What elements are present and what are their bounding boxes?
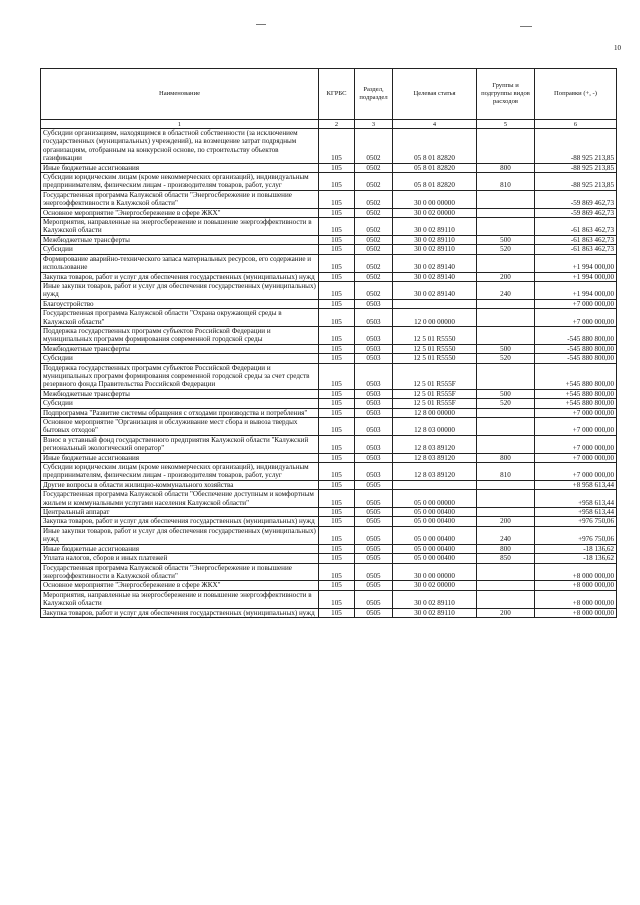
- row-razdel: 0503: [355, 389, 393, 398]
- row-name: Субсидии: [41, 245, 319, 254]
- row-kgrbs: 105: [319, 190, 355, 208]
- row-kgrbs: 105: [319, 517, 355, 526]
- row-amendment: +7 000 000,00: [535, 435, 617, 453]
- row-razdel: 0505: [355, 544, 393, 553]
- row-amendment: -18 136,62: [535, 554, 617, 563]
- table-header-row: [41, 69, 617, 120]
- row-expense-group: [477, 326, 535, 344]
- row-target-article: 12 8 00 00000: [393, 408, 477, 417]
- row-expense-group: 500: [477, 389, 535, 398]
- row-target-article: 30 0 02 89110: [393, 245, 477, 254]
- row-target-article: 30 0 02 89140: [393, 281, 477, 299]
- row-kgrbs: 105: [319, 463, 355, 481]
- table-row: [41, 590, 617, 608]
- row-target-article: 30 0 02 00000: [393, 208, 477, 217]
- budget-amendments-table: [40, 68, 617, 618]
- row-name: Поддержка государственных программ субъектов Российской Федерации и муниципальных программ формирования современной городской среды: [41, 326, 319, 344]
- table-row: [41, 480, 617, 489]
- row-expense-group: 800: [477, 453, 535, 462]
- row-name: Благоустройство: [41, 299, 319, 308]
- row-expense-group: 520: [477, 245, 535, 254]
- row-kgrbs: 105: [319, 399, 355, 408]
- row-kgrbs: 105: [319, 309, 355, 327]
- row-target-article: 30 0 02 00000: [393, 581, 477, 590]
- row-razdel: 0503: [355, 435, 393, 453]
- row-razdel: 0503: [355, 363, 393, 389]
- row-expense-group: [477, 208, 535, 217]
- row-kgrbs: 105: [319, 508, 355, 517]
- row-kgrbs: 105: [319, 299, 355, 308]
- row-target-article: 05 8 01 82820: [393, 163, 477, 172]
- row-expense-group: 200: [477, 608, 535, 617]
- row-razdel: 0502: [355, 218, 393, 236]
- row-target-article: 12 5 01 R5550: [393, 326, 477, 344]
- table-row: [41, 517, 617, 526]
- row-amendment: +1 994 000,00: [535, 254, 617, 272]
- row-kgrbs: 105: [319, 590, 355, 608]
- table-body: [41, 129, 617, 618]
- row-name: Межбюджетные трансферты: [41, 389, 319, 398]
- table-row: [41, 399, 617, 408]
- row-name: Субсидии юридическим лицам (кроме некоммерческих организаций), индивидуальным предпринимателям, физическим лицам - производителям товаров, работ, услуг: [41, 173, 319, 191]
- table-row: [41, 435, 617, 453]
- row-razdel: 0502: [355, 272, 393, 281]
- row-expense-group: [477, 190, 535, 208]
- row-kgrbs: 105: [319, 218, 355, 236]
- row-expense-group: [477, 218, 535, 236]
- row-amendment: -61 863 462,73: [535, 235, 617, 244]
- row-expense-group: [477, 581, 535, 590]
- row-kgrbs: 105: [319, 281, 355, 299]
- row-razdel: 0503: [355, 463, 393, 481]
- table-row: [41, 608, 617, 617]
- index-cell: 5: [477, 120, 535, 129]
- row-expense-group: 240: [477, 526, 535, 544]
- row-expense-group: 520: [477, 354, 535, 363]
- row-razdel: 0503: [355, 326, 393, 344]
- row-kgrbs: 105: [319, 408, 355, 417]
- table-row: [41, 389, 617, 398]
- row-amendment: -88 925 213,85: [535, 129, 617, 164]
- row-amendment: +976 750,06: [535, 526, 617, 544]
- row-name: Центральный аппарат: [41, 508, 319, 517]
- table-row: [41, 544, 617, 553]
- table-row: [41, 581, 617, 590]
- table-row: [41, 508, 617, 517]
- row-target-article: 05 0 00 00400: [393, 508, 477, 517]
- row-razdel: 0502: [355, 235, 393, 244]
- table-row: [41, 354, 617, 363]
- row-name: Иные закупки товаров, работ и услуг для обеспечения государственных (муниципальных) нужд: [41, 281, 319, 299]
- table-row: [41, 235, 617, 244]
- row-amendment: +545 880 800,00: [535, 389, 617, 398]
- header-name: Наименование: [41, 69, 319, 120]
- row-razdel: 0503: [355, 399, 393, 408]
- table-row: [41, 190, 617, 208]
- row-kgrbs: 105: [319, 354, 355, 363]
- row-kgrbs: 105: [319, 608, 355, 617]
- row-razdel: 0502: [355, 129, 393, 164]
- row-kgrbs: 105: [319, 363, 355, 389]
- row-razdel: 0505: [355, 490, 393, 508]
- row-razdel: 0503: [355, 408, 393, 417]
- row-amendment: +8 000 000,00: [535, 581, 617, 590]
- row-kgrbs: 105: [319, 435, 355, 453]
- row-name: Основное мероприятие "Энергосбережение в сфере ЖКХ": [41, 208, 319, 217]
- row-razdel: 0505: [355, 480, 393, 489]
- row-expense-group: [477, 563, 535, 581]
- row-name: Мероприятия, направленные на энергосбережение и повышение энергоэффективности в Калужской области: [41, 590, 319, 608]
- row-amendment: +545 880 800,00: [535, 399, 617, 408]
- row-target-article: 12 5 01 R555F: [393, 399, 477, 408]
- row-target-article: 05 0 00 00000: [393, 490, 477, 508]
- row-name: Закупка товаров, работ и услуг для обеспечения государственных (муниципальных) нужд: [41, 608, 319, 617]
- row-target-article: 05 8 01 82820: [393, 129, 477, 164]
- header-kgrbs: КГРБС: [319, 69, 355, 120]
- table-row: [41, 173, 617, 191]
- row-amendment: -88 925 213,85: [535, 173, 617, 191]
- row-expense-group: 800: [477, 163, 535, 172]
- row-kgrbs: 105: [319, 480, 355, 489]
- row-name: Государственная программа Калужской области "Обеспечение доступным и комфортным жильем и коммунальными услугами населения Калужской области": [41, 490, 319, 508]
- row-amendment: +7 000 000,00: [535, 418, 617, 436]
- row-amendment: -545 880 800,00: [535, 344, 617, 353]
- row-kgrbs: 105: [319, 208, 355, 217]
- header-expense-groups: Группы и подгруппы видов расходов: [477, 69, 535, 120]
- row-expense-group: [477, 435, 535, 453]
- table-row: [41, 363, 617, 389]
- row-amendment: +8 000 000,00: [535, 590, 617, 608]
- row-amendment: +958 613,44: [535, 508, 617, 517]
- row-razdel: 0505: [355, 526, 393, 544]
- row-razdel: 0502: [355, 254, 393, 272]
- row-expense-group: 240: [477, 281, 535, 299]
- row-expense-group: [477, 309, 535, 327]
- row-razdel: 0505: [355, 554, 393, 563]
- row-razdel: 0502: [355, 208, 393, 217]
- row-expense-group: [477, 418, 535, 436]
- row-amendment: +958 613,44: [535, 490, 617, 508]
- row-name: Иные закупки товаров, работ и услуг для обеспечения государственных (муниципальных) нужд: [41, 526, 319, 544]
- row-target-article: 30 0 02 89110: [393, 218, 477, 236]
- header-razdel: Раздел, подраздел: [355, 69, 393, 120]
- row-kgrbs: 105: [319, 245, 355, 254]
- row-amendment: +7 000 000,00: [535, 408, 617, 417]
- row-target-article: 05 0 00 00400: [393, 526, 477, 544]
- row-kgrbs: 105: [319, 254, 355, 272]
- row-razdel: 0505: [355, 517, 393, 526]
- row-target-article: 12 8 03 89120: [393, 435, 477, 453]
- row-kgrbs: 105: [319, 544, 355, 553]
- row-target-article: 30 0 02 89140: [393, 272, 477, 281]
- row-kgrbs: 105: [319, 563, 355, 581]
- row-target-article: 12 8 03 89120: [393, 463, 477, 481]
- row-target-article: 05 0 00 00400: [393, 544, 477, 553]
- row-razdel: 0503: [355, 453, 393, 462]
- row-kgrbs: 105: [319, 418, 355, 436]
- table-row: [41, 254, 617, 272]
- row-kgrbs: 105: [319, 173, 355, 191]
- row-amendment: -59 869 462,73: [535, 208, 617, 217]
- row-target-article: 05 0 00 00400: [393, 554, 477, 563]
- row-amendment: +976 750,06: [535, 517, 617, 526]
- row-target-article: 05 8 01 82820: [393, 173, 477, 191]
- row-razdel: 0503: [355, 354, 393, 363]
- row-target-article: 12 5 01 R555F: [393, 363, 477, 389]
- row-expense-group: [477, 299, 535, 308]
- row-amendment: -545 880 800,00: [535, 354, 617, 363]
- row-target-article: 30 0 02 89110: [393, 235, 477, 244]
- row-name: Закупка товаров, работ и услуг для обеспечения государственных (муниципальных) нужд: [41, 517, 319, 526]
- row-amendment: +7 000 000,00: [535, 453, 617, 462]
- row-kgrbs: 105: [319, 272, 355, 281]
- row-name: Субсидии организациям, находящимся в областной собственности (за исключением государственных (муниципальных) учреждений), на возмещение затрат подрядным организациям, отобранным на конкурсной основе, по строительству объектов газификации: [41, 129, 319, 164]
- row-amendment: +1 994 000,00: [535, 281, 617, 299]
- row-kgrbs: 105: [319, 235, 355, 244]
- header-amendments: Поправки (+, -): [535, 69, 617, 120]
- row-razdel: 0503: [355, 418, 393, 436]
- row-name: Взнос в уставный фонд государственного предприятия Калужской области "Калужский региональный экологический оператор": [41, 435, 319, 453]
- table-row: [41, 208, 617, 217]
- table-row: [41, 418, 617, 436]
- row-expense-group: [477, 480, 535, 489]
- row-razdel: 0505: [355, 608, 393, 617]
- row-amendment: +8 000 000,00: [535, 608, 617, 617]
- row-expense-group: 520: [477, 399, 535, 408]
- row-name: Субсидии: [41, 354, 319, 363]
- row-name: Иные бюджетные ассигнования: [41, 544, 319, 553]
- row-razdel: 0503: [355, 309, 393, 327]
- table-row: [41, 463, 617, 481]
- table-row: [41, 344, 617, 353]
- row-amendment: +545 880 800,00: [535, 363, 617, 389]
- row-expense-group: 500: [477, 235, 535, 244]
- row-name: Государственная программа Калужской области "Энергосбережение и повышение энергоэффективности в Калужской области": [41, 563, 319, 581]
- table-row: [41, 129, 617, 164]
- row-name: Субсидии юридическим лицам (кроме некоммерческих организаций), индивидуальным предпринимателям, физическим лицам - производителям товаров, работ, услуг: [41, 463, 319, 481]
- row-target-article: 30 0 02 89110: [393, 590, 477, 608]
- index-cell: 3: [355, 120, 393, 129]
- row-amendment: -88 925 213,85: [535, 163, 617, 172]
- row-target-article: 30 0 02 89110: [393, 608, 477, 617]
- row-expense-group: [477, 590, 535, 608]
- row-razdel: 0502: [355, 190, 393, 208]
- row-expense-group: 800: [477, 544, 535, 553]
- row-name: Иные бюджетные ассигнования: [41, 453, 319, 462]
- row-name: Основное мероприятие "Организация и обслуживание мест сбора и вывоза твердых бытовых отходов": [41, 418, 319, 436]
- row-name: Другие вопросы в области жилищно-коммунального хозяйства: [41, 480, 319, 489]
- row-kgrbs: 105: [319, 453, 355, 462]
- index-cell: 4: [393, 120, 477, 129]
- row-name: Закупка товаров, работ и услуг для обеспечения государственных (муниципальных) нужд: [41, 272, 319, 281]
- table-row: [41, 163, 617, 172]
- row-razdel: 0505: [355, 581, 393, 590]
- row-expense-group: 810: [477, 463, 535, 481]
- row-name: Иные бюджетные ассигнования: [41, 163, 319, 172]
- index-cell: 2: [319, 120, 355, 129]
- row-razdel: 0505: [355, 508, 393, 517]
- row-kgrbs: 105: [319, 526, 355, 544]
- row-name: Субсидии: [41, 399, 319, 408]
- row-name: Уплата налогов, сборов и иных платежей: [41, 554, 319, 563]
- row-target-article: 12 0 00 00000: [393, 309, 477, 327]
- table-row: [41, 526, 617, 544]
- row-razdel: 0502: [355, 245, 393, 254]
- row-razdel: 0503: [355, 299, 393, 308]
- row-amendment: -545 880 800,00: [535, 326, 617, 344]
- row-target-article: 12 8 03 00000: [393, 418, 477, 436]
- row-kgrbs: 105: [319, 163, 355, 172]
- row-expense-group: [477, 254, 535, 272]
- row-expense-group: [477, 508, 535, 517]
- row-expense-group: 850: [477, 554, 535, 563]
- table-row: [41, 554, 617, 563]
- row-target-article: 12 5 01 R5550: [393, 354, 477, 363]
- row-kgrbs: 105: [319, 490, 355, 508]
- row-name: Мероприятия, направленные на энергосбережение и повышение энергоэффективности в Калужской области: [41, 218, 319, 236]
- row-expense-group: [477, 363, 535, 389]
- row-target-article: 12 8 03 89120: [393, 453, 477, 462]
- row-razdel: 0505: [355, 563, 393, 581]
- row-razdel: 0502: [355, 281, 393, 299]
- scan-mark: [256, 24, 266, 25]
- row-target-article: 12 5 01 R5550: [393, 344, 477, 353]
- header-target-article: Целевая статья: [393, 69, 477, 120]
- table-row: [41, 408, 617, 417]
- table-row: [41, 245, 617, 254]
- row-amendment: +7 000 000,00: [535, 299, 617, 308]
- table-row: [41, 309, 617, 327]
- page-number: 10: [614, 44, 621, 52]
- row-target-article: [393, 299, 477, 308]
- index-cell: 1: [41, 120, 319, 129]
- row-name: Государственная программа Калужской области "Энергосбережение и повышение энергоэффективности в Калужской области": [41, 190, 319, 208]
- row-kgrbs: 105: [319, 326, 355, 344]
- row-name: Государственная программа Калужской области "Охрана окружающей среды в Калужской области": [41, 309, 319, 327]
- row-amendment: -61 863 462,73: [535, 245, 617, 254]
- row-expense-group: [477, 490, 535, 508]
- row-target-article: 30 0 00 00000: [393, 563, 477, 581]
- row-target-article: 12 5 01 R555F: [393, 389, 477, 398]
- table-row: [41, 281, 617, 299]
- scan-mark: [520, 26, 532, 27]
- row-expense-group: 200: [477, 517, 535, 526]
- row-name: Основное мероприятие "Энергосбережение в сфере ЖКХ": [41, 581, 319, 590]
- row-amendment: +8 000 000,00: [535, 563, 617, 581]
- row-amendment: -61 863 462,73: [535, 218, 617, 236]
- row-name: Подпрограмма "Развитие системы обращения с отходами производства и потребления": [41, 408, 319, 417]
- row-amendment: +7 000 000,00: [535, 309, 617, 327]
- row-name: Поддержка государственных программ субъектов Российской Федерации и муниципальных программ формирования современной городской среды за счет средств резервного фонда Правительства Российской Федерации: [41, 363, 319, 389]
- row-expense-group: [477, 129, 535, 164]
- row-target-article: 30 0 02 89140: [393, 254, 477, 272]
- row-kgrbs: 105: [319, 344, 355, 353]
- row-amendment: -59 869 462,73: [535, 190, 617, 208]
- row-target-article: [393, 480, 477, 489]
- row-amendment: -18 136,62: [535, 544, 617, 553]
- table-row: [41, 272, 617, 281]
- row-target-article: 05 0 00 00400: [393, 517, 477, 526]
- table-row: [41, 299, 617, 308]
- row-expense-group: [477, 408, 535, 417]
- row-kgrbs: 105: [319, 554, 355, 563]
- table-row: [41, 563, 617, 581]
- row-name: Межбюджетные трансферты: [41, 344, 319, 353]
- row-razdel: 0503: [355, 344, 393, 353]
- row-expense-group: 200: [477, 272, 535, 281]
- row-target-article: 30 0 00 00000: [393, 190, 477, 208]
- row-expense-group: 810: [477, 173, 535, 191]
- row-razdel: 0505: [355, 590, 393, 608]
- row-razdel: 0502: [355, 163, 393, 172]
- row-kgrbs: 105: [319, 129, 355, 164]
- row-amendment: +7 000 000,00: [535, 463, 617, 481]
- row-kgrbs: 105: [319, 389, 355, 398]
- row-name: Межбюджетные трансферты: [41, 235, 319, 244]
- table-row: [41, 326, 617, 344]
- row-kgrbs: 105: [319, 581, 355, 590]
- table-index-row: [41, 120, 617, 129]
- row-razdel: 0502: [355, 173, 393, 191]
- row-amendment: +8 958 613,44: [535, 480, 617, 489]
- table-row: [41, 218, 617, 236]
- row-name: Формирование аварийно-технического запаса материальных ресурсов, его содержание и использование: [41, 254, 319, 272]
- row-amendment: +1 994 000,00: [535, 272, 617, 281]
- table-row: [41, 453, 617, 462]
- row-expense-group: 500: [477, 344, 535, 353]
- table-row: [41, 490, 617, 508]
- index-cell: 6: [535, 120, 617, 129]
